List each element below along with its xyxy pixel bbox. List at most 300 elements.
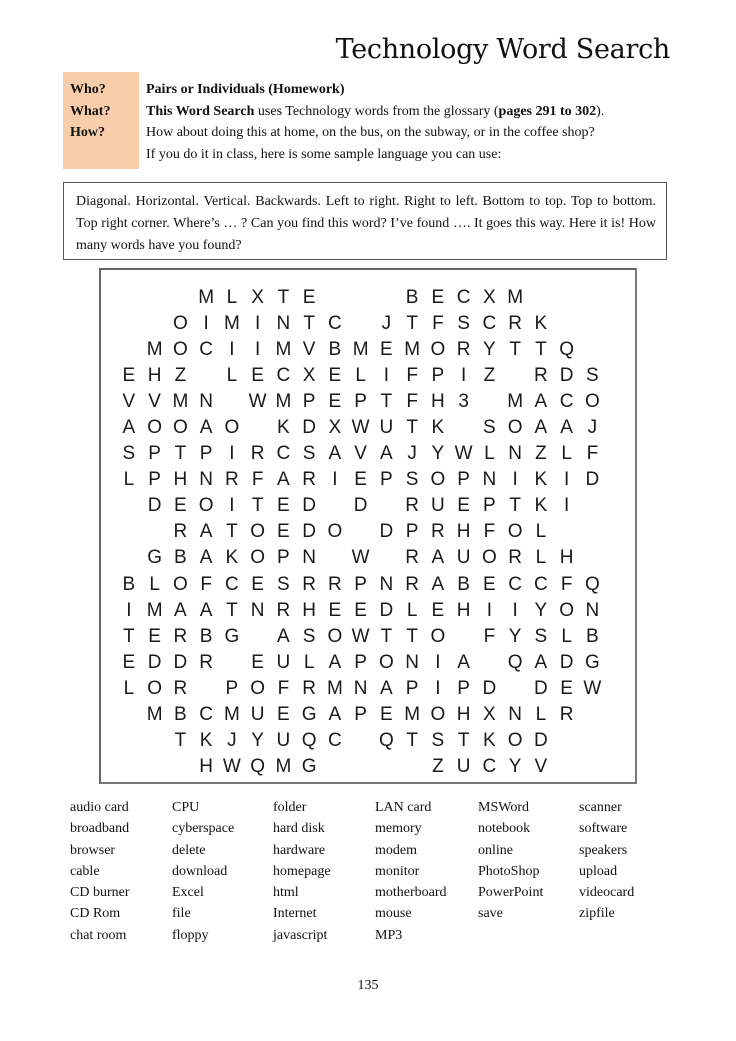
grid-cell[interactable] [322, 495, 348, 521]
grid-cell[interactable] [580, 287, 606, 313]
grid-cell[interactable]: B [199, 625, 213, 647]
grid-cell[interactable]: H [147, 365, 162, 387]
grid-cell[interactable] [193, 365, 219, 391]
grid-cell[interactable]: P [148, 443, 161, 465]
grid-cell[interactable] [528, 287, 554, 313]
grid-cell[interactable]: D [534, 729, 548, 751]
grid-cell[interactable]: P [457, 677, 470, 699]
grid-cell[interactable] [348, 730, 374, 756]
grid-cell[interactable]: R [173, 521, 188, 543]
grid-cell[interactable]: T [226, 521, 238, 543]
grid-cell[interactable]: H [173, 469, 188, 491]
grid-cell[interactable]: M [198, 287, 215, 308]
grid-cell[interactable] [116, 287, 142, 313]
grid-cell[interactable]: Q [584, 573, 600, 595]
grid-cell[interactable]: G [147, 547, 163, 569]
grid-cell[interactable]: C [225, 573, 239, 595]
grid-cell[interactable]: P [457, 469, 470, 491]
grid-cell[interactable]: P [354, 391, 367, 413]
grid-cell[interactable]: C [456, 287, 471, 308]
grid-cell[interactable]: O [507, 521, 523, 543]
grid-cell[interactable]: D [534, 677, 548, 699]
grid-cell[interactable]: S [534, 625, 548, 647]
grid-cell[interactable]: D [559, 651, 574, 673]
grid-cell[interactable]: M [275, 339, 292, 361]
grid-cell[interactable]: E [277, 703, 290, 725]
grid-cell[interactable]: J [381, 313, 392, 335]
grid-cell[interactable] [554, 313, 580, 339]
grid-cell[interactable]: P [148, 469, 161, 491]
grid-cell[interactable]: O [172, 417, 188, 439]
grid-cell[interactable]: I [229, 443, 235, 465]
grid-cell[interactable]: R [173, 677, 188, 699]
grid-cell[interactable]: B [457, 573, 470, 595]
grid-cell[interactable]: E [251, 573, 264, 595]
grid-cell[interactable]: E [560, 677, 573, 699]
grid-cell[interactable]: X [251, 287, 264, 308]
grid-cell[interactable]: N [508, 443, 522, 465]
grid-cell[interactable] [245, 626, 271, 652]
grid-cell[interactable]: M [275, 391, 292, 413]
grid-cell[interactable]: R [431, 521, 445, 543]
grid-cell[interactable]: W [351, 625, 370, 647]
grid-cell[interactable]: M [172, 391, 189, 413]
grid-cell[interactable]: F [200, 573, 212, 595]
grid-cell[interactable]: R [328, 573, 342, 595]
grid-cell[interactable]: M [275, 755, 292, 777]
grid-cell[interactable]: R [199, 651, 213, 673]
grid-cell[interactable]: I [229, 495, 235, 517]
grid-cell[interactable]: U [276, 651, 291, 673]
grid-cell[interactable]: D [302, 521, 316, 543]
grid-cell[interactable]: N [353, 677, 368, 699]
grid-cell[interactable]: O [172, 313, 188, 335]
grid-cell[interactable]: U [456, 755, 471, 777]
grid-cell[interactable]: I [332, 469, 338, 491]
grid-cell[interactable]: N [250, 599, 265, 621]
grid-cell[interactable]: E [354, 599, 367, 621]
grid-cell[interactable]: W [351, 547, 370, 569]
grid-cell[interactable] [374, 547, 400, 573]
grid-cell[interactable]: C [199, 703, 213, 725]
grid-cell[interactable]: A [174, 599, 187, 621]
grid-cell[interactable]: R [456, 339, 471, 361]
grid-cell[interactable] [554, 756, 580, 782]
grid-cell[interactable]: A [380, 677, 393, 699]
grid-cell[interactable]: F [251, 469, 264, 491]
grid-cell[interactable]: A [199, 417, 213, 439]
grid-cell[interactable]: O [430, 339, 446, 361]
grid-cell[interactable]: M [507, 391, 524, 413]
grid-cell[interactable]: T [406, 729, 418, 751]
grid-cell[interactable] [580, 547, 606, 573]
grid-cell[interactable]: F [586, 443, 599, 465]
grid-cell[interactable]: F [483, 625, 496, 647]
grid-cell[interactable]: M [146, 339, 163, 361]
grid-cell[interactable]: E [328, 365, 342, 387]
grid-cell[interactable]: N [199, 469, 213, 491]
grid-cell[interactable] [348, 521, 374, 547]
grid-cell[interactable]: V [302, 339, 316, 361]
grid-cell[interactable]: D [147, 651, 162, 673]
grid-cell[interactable]: S [586, 365, 599, 387]
grid-cell[interactable]: R [302, 677, 316, 699]
grid-cell[interactable]: H [456, 599, 471, 621]
grid-cell[interactable]: J [587, 417, 598, 439]
grid-cell[interactable]: E [122, 651, 136, 673]
grid-cell[interactable]: R [559, 703, 574, 725]
grid-cell[interactable]: I [435, 651, 441, 673]
grid-cell[interactable]: B [328, 339, 342, 361]
grid-cell[interactable]: C [199, 339, 213, 361]
grid-cell[interactable]: D [302, 495, 316, 517]
grid-cell[interactable]: I [126, 599, 132, 621]
grid-cell[interactable]: S [457, 313, 470, 335]
grid-cell[interactable] [116, 704, 142, 730]
grid-cell[interactable]: L [303, 651, 315, 673]
grid-cell[interactable]: L [226, 365, 238, 387]
grid-cell[interactable] [322, 287, 348, 313]
grid-cell[interactable]: C [328, 729, 342, 751]
grid-cell[interactable]: D [147, 495, 162, 517]
grid-cell[interactable] [477, 652, 503, 678]
grid-cell[interactable]: L [149, 573, 160, 595]
grid-cell[interactable] [502, 365, 528, 391]
grid-cell[interactable]: T [174, 729, 187, 751]
grid-cell[interactable]: A [277, 469, 290, 491]
grid-cell[interactable]: R [534, 365, 548, 387]
grid-cell[interactable]: R [405, 573, 419, 595]
grid-cell[interactable]: A [122, 417, 136, 439]
grid-cell[interactable]: R [173, 625, 188, 647]
grid-cell[interactable]: H [302, 599, 316, 621]
grid-cell[interactable] [348, 756, 374, 782]
grid-cell[interactable]: A [457, 651, 470, 673]
grid-cell[interactable]: E [302, 287, 316, 308]
grid-cell[interactable]: O [172, 339, 188, 361]
grid-cell[interactable]: X [302, 365, 316, 387]
grid-cell[interactable]: P [302, 391, 316, 413]
grid-cell[interactable]: E [251, 365, 264, 387]
grid-cell[interactable]: A [199, 547, 213, 569]
grid-cell[interactable]: R [250, 443, 265, 465]
grid-cell[interactable]: G [301, 703, 317, 725]
grid-cell[interactable]: A [199, 521, 213, 543]
grid-cell[interactable] [116, 495, 142, 521]
grid-cell[interactable] [374, 287, 400, 313]
grid-cell[interactable] [580, 313, 606, 339]
grid-cell[interactable]: T [509, 495, 521, 517]
grid-cell[interactable]: N [585, 599, 600, 621]
grid-cell[interactable]: T [277, 287, 290, 308]
grid-cell[interactable]: J [227, 729, 237, 751]
grid-cell[interactable]: P [405, 521, 419, 543]
grid-cell[interactable]: R [276, 599, 291, 621]
grid-cell[interactable]: I [383, 365, 390, 387]
grid-cell[interactable]: E [483, 573, 496, 595]
grid-cell[interactable] [374, 756, 400, 782]
grid-cell[interactable]: G [224, 625, 240, 647]
grid-cell[interactable] [580, 730, 606, 756]
grid-cell[interactable]: I [203, 313, 209, 335]
grid-cell[interactable]: H [559, 547, 574, 569]
grid-cell[interactable] [580, 339, 606, 365]
grid-cell[interactable]: O [250, 677, 266, 699]
grid-cell[interactable]: Y [251, 729, 264, 751]
grid-cell[interactable]: L [123, 469, 135, 491]
grid-cell[interactable]: C [276, 365, 291, 387]
grid-cell[interactable]: M [404, 339, 421, 361]
grid-cell[interactable]: A [431, 547, 445, 569]
grid-cell[interactable]: P [380, 469, 393, 491]
grid-cell[interactable]: X [328, 417, 342, 439]
grid-cell[interactable]: I [563, 495, 570, 517]
grid-cell[interactable]: U [379, 417, 394, 439]
grid-cell[interactable]: Y [483, 339, 496, 361]
grid-cell[interactable]: Y [508, 625, 522, 647]
grid-cell[interactable]: E [174, 495, 187, 517]
grid-cell[interactable]: A [199, 599, 213, 621]
grid-cell[interactable]: N [302, 547, 316, 569]
grid-cell[interactable] [554, 730, 580, 756]
grid-cell[interactable]: L [535, 703, 547, 725]
grid-cell[interactable]: Q [250, 755, 266, 777]
grid-cell[interactable]: L [123, 677, 135, 699]
grid-cell[interactable]: O [327, 625, 343, 647]
grid-cell[interactable]: Z [432, 755, 444, 777]
grid-cell[interactable]: O [507, 729, 523, 751]
grid-cell[interactable]: P [354, 573, 367, 595]
grid-cell[interactable]: A [380, 443, 393, 465]
grid-cell[interactable]: W [583, 677, 602, 699]
grid-cell[interactable] [580, 756, 606, 782]
grid-cell[interactable]: T [226, 599, 238, 621]
grid-cell[interactable] [116, 756, 142, 782]
grid-cell[interactable] [399, 756, 425, 782]
grid-cell[interactable]: E [148, 625, 161, 647]
grid-cell[interactable]: A [534, 651, 548, 673]
grid-cell[interactable]: Y [534, 599, 548, 621]
grid-cell[interactable]: K [534, 313, 548, 335]
grid-cell[interactable]: O [430, 469, 446, 491]
grid-cell[interactable]: Y [508, 755, 522, 777]
grid-cell[interactable]: O [224, 417, 240, 439]
grid-cell[interactable]: Q [507, 651, 523, 673]
grid-cell[interactable]: R [302, 469, 316, 491]
grid-cell[interactable]: B [174, 703, 187, 725]
grid-cell[interactable]: Q [559, 339, 575, 361]
grid-cell[interactable]: B [586, 625, 599, 647]
grid-cell[interactable]: E [354, 469, 367, 491]
grid-cell[interactable]: F [277, 677, 290, 699]
grid-cell[interactable]: K [277, 417, 290, 439]
grid-cell[interactable]: Z [483, 365, 496, 387]
grid-cell[interactable]: A [534, 391, 548, 413]
grid-cell[interactable]: C [276, 443, 291, 465]
grid-cell[interactable] [116, 313, 142, 339]
grid-cell[interactable]: T [406, 417, 418, 439]
grid-cell[interactable]: U [276, 729, 291, 751]
grid-cell[interactable]: Z [535, 443, 547, 465]
grid-cell[interactable]: T [380, 391, 393, 413]
grid-cell[interactable] [142, 521, 168, 547]
grid-cell[interactable]: E [431, 287, 445, 308]
grid-cell[interactable]: E [328, 391, 342, 413]
grid-cell[interactable]: K [483, 729, 496, 751]
grid-cell[interactable]: I [229, 339, 235, 361]
grid-cell[interactable]: I [486, 599, 493, 621]
grid-cell[interactable]: S [483, 417, 496, 439]
grid-cell[interactable]: M [223, 313, 240, 335]
grid-cell[interactable]: D [379, 521, 394, 543]
grid-cell[interactable]: U [250, 703, 265, 725]
grid-cell[interactable]: A [328, 703, 342, 725]
grid-cell[interactable]: X [483, 287, 496, 308]
grid-cell[interactable]: P [354, 651, 367, 673]
grid-cell[interactable]: T [251, 495, 264, 517]
grid-cell[interactable]: S [431, 729, 445, 751]
grid-cell[interactable]: H [456, 703, 471, 725]
grid-cell[interactable] [374, 495, 400, 521]
grid-cell[interactable]: K [534, 495, 548, 517]
grid-cell[interactable]: V [534, 755, 548, 777]
grid-cell[interactable]: N [199, 391, 213, 413]
grid-cell[interactable]: Q [378, 729, 394, 751]
grid-cell[interactable]: S [302, 443, 316, 465]
grid-cell[interactable]: Q [301, 729, 317, 751]
grid-cell[interactable] [245, 417, 271, 443]
grid-cell[interactable]: H [456, 521, 471, 543]
grid-cell[interactable]: A [328, 443, 342, 465]
grid-cell[interactable]: I [254, 313, 261, 335]
grid-cell[interactable] [142, 730, 168, 756]
grid-cell[interactable] [554, 287, 580, 313]
grid-cell[interactable]: T [457, 729, 470, 751]
grid-cell[interactable] [116, 521, 142, 547]
grid-cell[interactable]: E [277, 495, 290, 517]
grid-cell[interactable]: O [507, 417, 523, 439]
grid-cell[interactable]: D [482, 677, 497, 699]
grid-cell[interactable] [116, 730, 142, 756]
grid-cell[interactable]: E [431, 599, 445, 621]
grid-cell[interactable]: C [482, 755, 497, 777]
grid-cell[interactable]: T [123, 625, 135, 647]
grid-cell[interactable] [451, 417, 477, 443]
grid-cell[interactable]: E [328, 599, 342, 621]
grid-cell[interactable]: T [535, 339, 547, 361]
grid-cell[interactable]: K [225, 547, 239, 569]
grid-cell[interactable]: N [508, 703, 522, 725]
grid-cell[interactable]: R [508, 547, 522, 569]
grid-cell[interactable]: W [454, 443, 473, 465]
grid-cell[interactable]: O [250, 521, 266, 543]
grid-cell[interactable]: K [431, 417, 445, 439]
grid-cell[interactable]: C [328, 313, 342, 335]
grid-cell[interactable]: F [483, 521, 496, 543]
grid-cell[interactable]: L [484, 443, 495, 465]
grid-cell[interactable] [193, 678, 219, 704]
grid-cell[interactable]: O [559, 599, 575, 621]
grid-cell[interactable]: X [483, 703, 496, 725]
grid-cell[interactable]: L [355, 365, 366, 387]
grid-cell[interactable]: C [508, 573, 522, 595]
grid-cell[interactable]: C [482, 313, 497, 335]
grid-cell[interactable]: O [172, 573, 188, 595]
grid-cell[interactable]: K [199, 729, 213, 751]
grid-cell[interactable]: A [534, 417, 548, 439]
grid-cell[interactable]: V [148, 391, 161, 413]
grid-cell[interactable]: A [431, 573, 445, 595]
grid-cell[interactable]: I [435, 677, 441, 699]
grid-cell[interactable]: D [302, 417, 316, 439]
grid-cell[interactable]: I [254, 339, 261, 361]
grid-cell[interactable]: L [535, 521, 547, 543]
grid-cell[interactable]: N [405, 651, 419, 673]
grid-cell[interactable]: W [222, 755, 241, 777]
grid-cell[interactable]: M [146, 703, 163, 725]
grid-cell[interactable]: M [507, 287, 524, 308]
grid-cell[interactable] [580, 704, 606, 730]
grid-cell[interactable]: 3 [458, 391, 469, 413]
grid-cell[interactable]: D [379, 599, 394, 621]
grid-cell[interactable]: N [276, 313, 291, 335]
grid-cell[interactable]: K [534, 469, 548, 491]
grid-cell[interactable]: R [225, 469, 239, 491]
grid-cell[interactable]: N [379, 573, 394, 595]
grid-cell[interactable]: T [406, 313, 418, 335]
grid-cell[interactable]: N [482, 469, 497, 491]
grid-cell[interactable]: T [303, 313, 315, 335]
grid-cell[interactable]: M [223, 703, 240, 725]
grid-cell[interactable]: O [430, 703, 446, 725]
grid-cell[interactable]: M [404, 703, 421, 725]
grid-cell[interactable]: E [277, 521, 290, 543]
grid-cell[interactable]: Y [431, 443, 445, 465]
grid-cell[interactable]: C [559, 391, 574, 413]
grid-cell[interactable]: I [512, 599, 518, 621]
grid-cell[interactable]: V [354, 443, 367, 465]
grid-cell[interactable]: O [430, 625, 446, 647]
grid-cell[interactable] [477, 391, 503, 417]
grid-cell[interactable] [502, 678, 528, 704]
grid-cell[interactable]: L [535, 547, 547, 569]
grid-cell[interactable]: F [406, 391, 418, 413]
grid-cell[interactable]: E [251, 651, 264, 673]
grid-cell[interactable]: P [405, 677, 419, 699]
grid-cell[interactable]: E [122, 365, 136, 387]
grid-cell[interactable]: D [353, 495, 368, 517]
grid-cell[interactable]: L [406, 599, 418, 621]
grid-cell[interactable]: L [226, 287, 238, 308]
grid-cell[interactable]: S [122, 443, 136, 465]
grid-cell[interactable]: S [405, 469, 419, 491]
grid-cell[interactable]: F [406, 365, 418, 387]
grid-cell[interactable] [219, 391, 245, 417]
grid-cell[interactable]: S [277, 573, 290, 595]
grid-cell[interactable] [219, 652, 245, 678]
grid-cell[interactable]: B [174, 547, 187, 569]
grid-cell[interactable]: U [431, 495, 445, 517]
grid-cell[interactable] [168, 756, 194, 782]
grid-cell[interactable] [168, 287, 194, 313]
grid-cell[interactable]: I [512, 469, 518, 491]
grid-cell[interactable]: P [225, 677, 239, 699]
grid-cell[interactable]: T [406, 625, 418, 647]
grid-cell[interactable]: O [584, 391, 600, 413]
grid-cell[interactable] [142, 313, 168, 339]
grid-cell[interactable]: R [405, 547, 419, 569]
grid-cell[interactable]: F [560, 573, 573, 595]
